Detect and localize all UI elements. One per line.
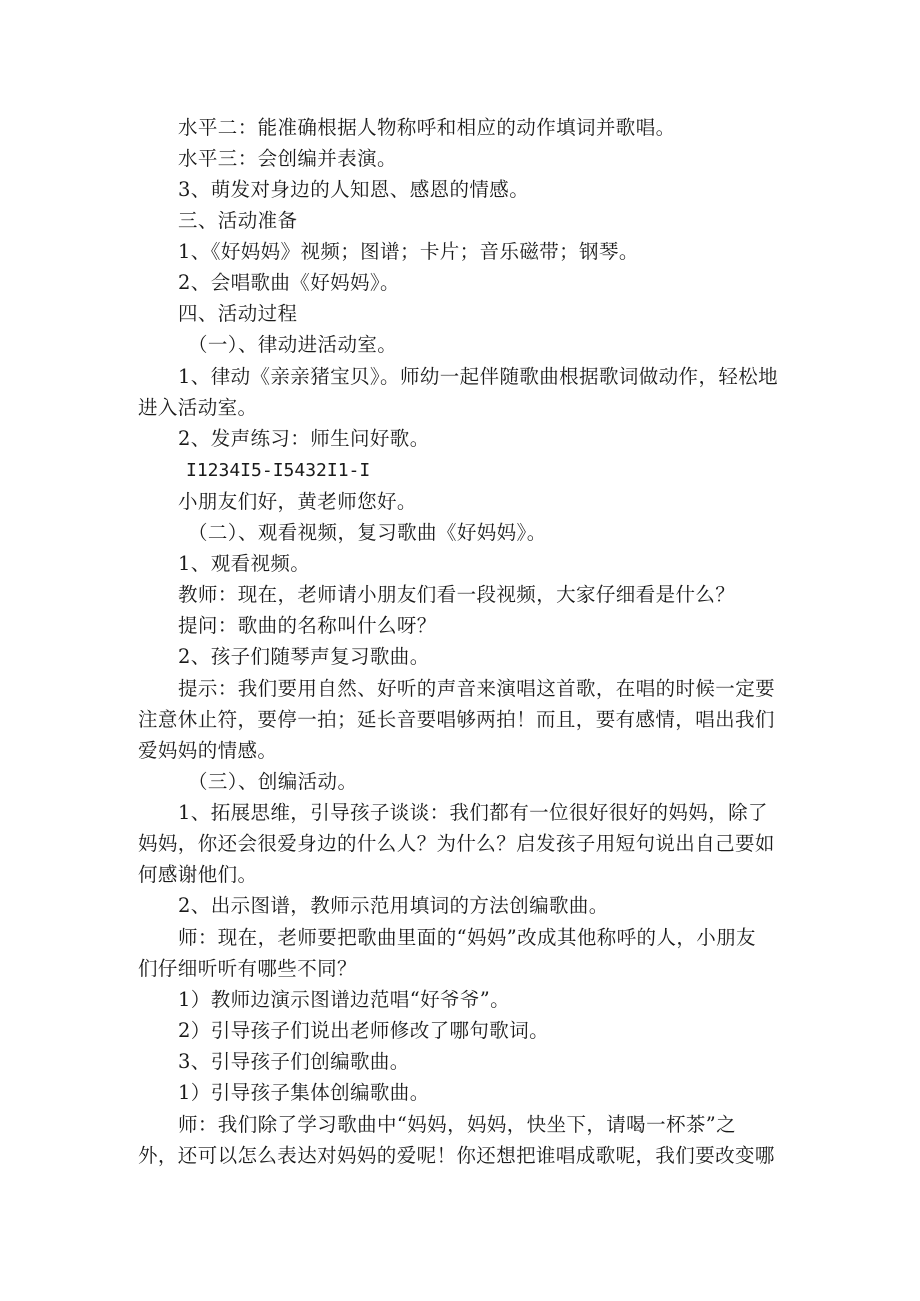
text-line: 3、引导孩子们创编歌曲。 [178, 1050, 410, 1073]
subsection-heading: （三）、创编活动。 [188, 770, 358, 793]
text-line: 2、会唱歌曲《好妈妈》。 [178, 271, 400, 294]
text-line: 们仔细听听有哪些不同？ [138, 957, 357, 980]
text-line: 提问：歌曲的名称叫什么呀？ [178, 614, 437, 637]
text-line: 师：我们除了学习歌曲中“妈妈，妈妈，快坐下，请喝一杯茶”之 [178, 1113, 737, 1136]
section-heading: 四、活动过程 [178, 302, 298, 325]
text-line: 提示：我们要用自然、好听的声音来演唱这首歌，在唱的时候一定要 [178, 677, 776, 700]
text-line: 外，还可以怎么表达对妈妈的爱呢！你还想把谁唱成歌呢，我们要改变哪 [138, 1144, 775, 1167]
text-line: 水平二：能准确根据人物称呼和相应的动作填词并歌唱。 [178, 116, 676, 139]
notation-line: I1234I5-I5432I1-I [186, 460, 371, 481]
text-line: 注意休止符，要停一拍；延长音要唱够两拍！而且，要有感情，唱出我们 [138, 708, 775, 731]
text-line: 1、拓展思维，引导孩子谈谈：我们都有一位很好很好的妈妈，除了 [178, 801, 768, 824]
text-line: 水平三：会创编并表演。 [178, 147, 397, 170]
text-line: 师：现在，老师要把歌曲里面的“妈妈”改成其他称呼的人，小朋友 [178, 926, 756, 949]
text-line: 2、孩子们随琴声复习歌曲。 [178, 645, 430, 668]
text-line: 3、萌发对身边的人知恩、感恩的情感。 [178, 178, 530, 201]
subsection-heading: （一）、律动进活动室。 [188, 333, 398, 356]
text-line: 进入活动室。 [138, 396, 258, 419]
section-heading: 三、活动准备 [178, 209, 298, 232]
text-line: 1）引导孩子集体创编歌曲。 [178, 1081, 430, 1104]
text-line: 1）教师边演示图谱边范唱“好爷爷”。 [178, 988, 511, 1011]
text-line: 教师：现在，老师请小朋友们看一段视频，大家仔细看是什么？ [178, 583, 736, 606]
text-line: 小朋友们好，黄老师您好。 [178, 490, 417, 513]
text-line: 2、出示图谱，教师示范用填词的方法创编歌曲。 [178, 894, 609, 917]
text-line: 2、发声练习：师生问好歌。 [178, 427, 430, 450]
text-line: 何感谢他们。 [138, 863, 258, 886]
text-line: 1、观看视频。 [178, 552, 311, 575]
text-line: 1、律动《亲亲猪宝贝》。师幼一起伴随歌曲根据歌词做动作，轻松地 [178, 365, 779, 388]
text-line: 爱妈妈的情感。 [138, 739, 278, 762]
text-line: 2）引导孩子们说出老师修改了哪句歌词。 [178, 1019, 550, 1042]
subsection-heading: （二）、观看视频，复习歌曲《好妈妈》。 [188, 521, 547, 544]
text-line: 妈妈，你还会很爱身边的什么人？为什么？启发孩子用短句说出自己要如 [138, 832, 775, 855]
text-line: 1、《好妈妈》视频；图谱；卡片；音乐磁带；钢琴。 [178, 240, 639, 263]
